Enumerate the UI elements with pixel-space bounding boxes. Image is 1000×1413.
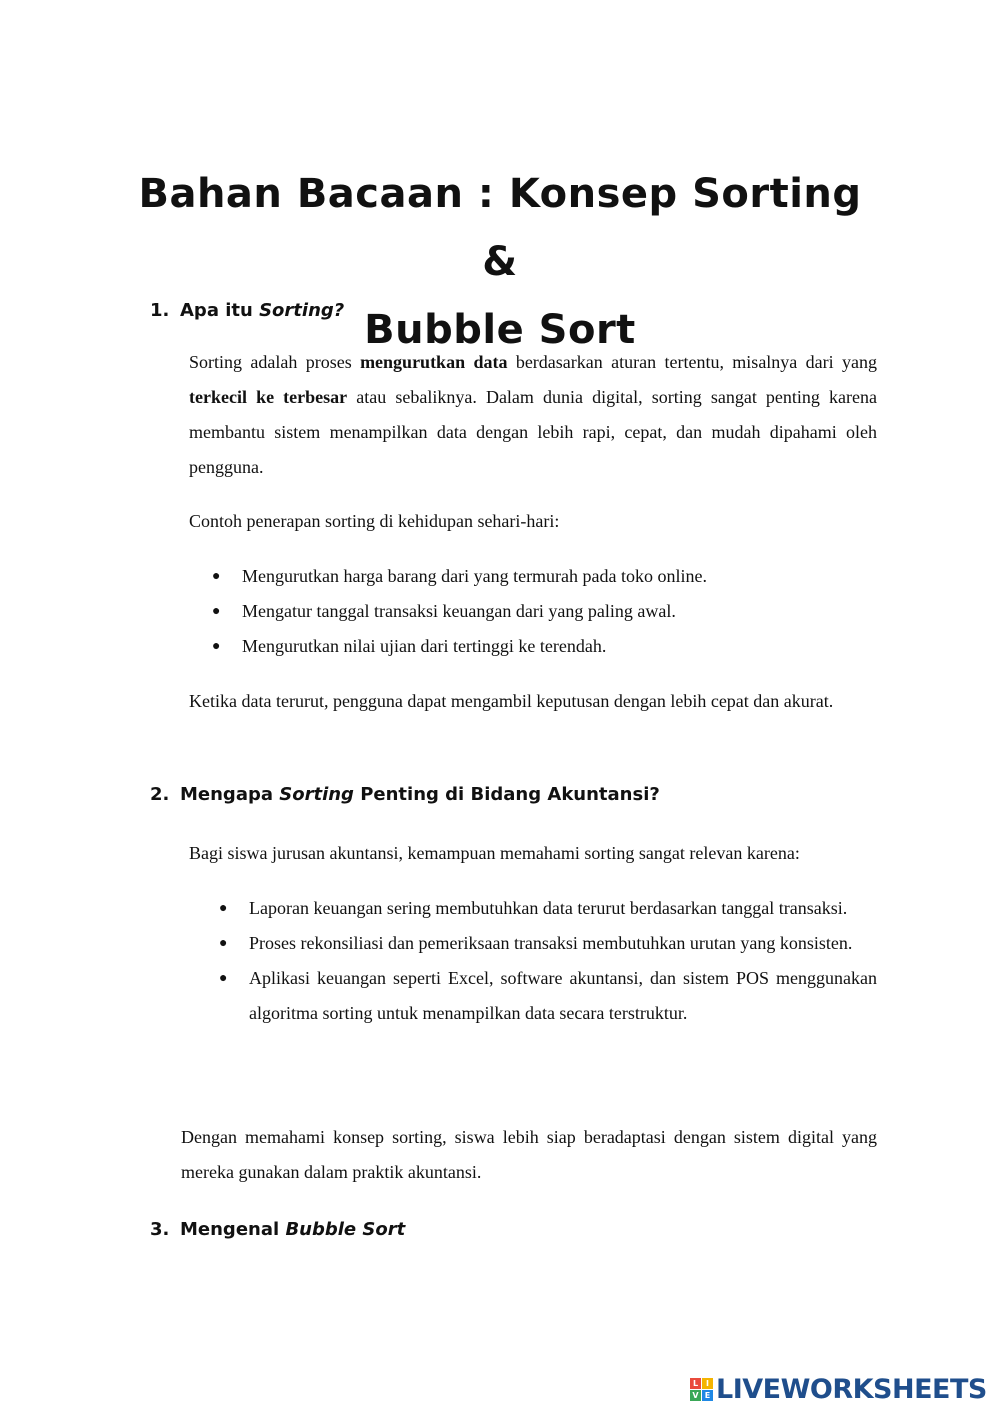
section-1-paragraph-3: Ketika data terurut, pengguna dapat mengambil keputusan dengan lebih cepat dan akurat.: [189, 691, 834, 711]
page-title: [120, 160, 880, 364]
text-run: berdasarkan aturan tertentu, misalnya dari yang: [507, 352, 877, 372]
logo-mark-letter: L: [690, 1378, 701, 1389]
section-3-heading: [150, 1218, 405, 1242]
list-item: ● Mengatur tanggal transaksi keuangan dari yang paling awal.: [212, 594, 877, 629]
section-1-paragraph-1: [189, 345, 877, 485]
section-2-paragraph-2: Dengan memahami konsep sorting, siswa lebih siap beradaptasi dengan sistem digital yang mereka gunakan dalam praktik akuntansi.: [181, 1127, 877, 1182]
bold-run: terkecil ke terbesar: [189, 387, 348, 407]
section-1-paragraph-2: Contoh penerapan sorting di kehidupan sehari-hari:: [189, 511, 560, 531]
heading-text: Penting di Bidang Akuntansi?: [353, 784, 660, 805]
section-2-bullet-list: [219, 891, 877, 1031]
list-item: ● Mengurutkan nilai ujian dari tertinggi ke terendah.: [212, 629, 877, 664]
section-number: 2.: [150, 784, 170, 805]
list-item: ● Proses rekonsiliasi dan pemeriksaan transaksi membutuhkan urutan yang konsisten.: [219, 926, 877, 961]
list-item: ● Laporan keuangan sering membutuhkan data terurut berdasarkan tanggal transaksi.: [219, 891, 877, 926]
logo-mark-letter: V: [690, 1390, 701, 1401]
section-number: 1.: [150, 300, 170, 321]
heading-emphasis: Bubble Sort: [285, 1219, 406, 1240]
logo-mark-letter: E: [702, 1390, 713, 1401]
heading-text: Mengenal: [180, 1219, 286, 1240]
text-run: Sorting adalah proses: [189, 352, 361, 372]
section-2-paragraph-1: Bagi siswa jurusan akuntansi, kemampuan memahami sorting sangat relevan karena:: [189, 843, 800, 863]
heading-text: Apa itu: [180, 300, 260, 321]
section-1-heading: [150, 299, 344, 323]
liveworksheets-logo: [690, 1373, 987, 1405]
list-item: ● Aplikasi keuangan seperti Excel, software akuntansi, dan sistem POS menggunakan algoritma sorting untuk menampilkan data secara terstruktur.: [219, 961, 877, 1031]
logo-mark-letter: I: [702, 1378, 713, 1389]
section-1-bullet-list: [212, 559, 877, 664]
logo-text: LIVEWORKSHEETS: [716, 1373, 987, 1405]
section-number: 3.: [150, 1219, 170, 1240]
logo-mark-icon: [690, 1378, 713, 1401]
heading-emphasis: Sorting?: [259, 300, 345, 321]
section-2-heading: [150, 783, 660, 807]
heading-emphasis: Sorting: [279, 784, 354, 805]
title-line-2: Bubble Sort: [364, 307, 636, 353]
text-run: atau sebaliknya. Dalam dunia digital, sorting sangat penting karena membantu sistem menampilkan data dengan lebih rapi, cepat, dan mudah dipahami oleh pengguna.: [189, 387, 877, 477]
bold-run: mengurutkan data: [360, 352, 508, 372]
title-line-1: Bahan Bacaan : Konsep Sorting &: [138, 171, 862, 285]
heading-text: Mengapa: [180, 784, 280, 805]
list-item: ● Mengurutkan harga barang dari yang termurah pada toko online.: [212, 559, 877, 594]
